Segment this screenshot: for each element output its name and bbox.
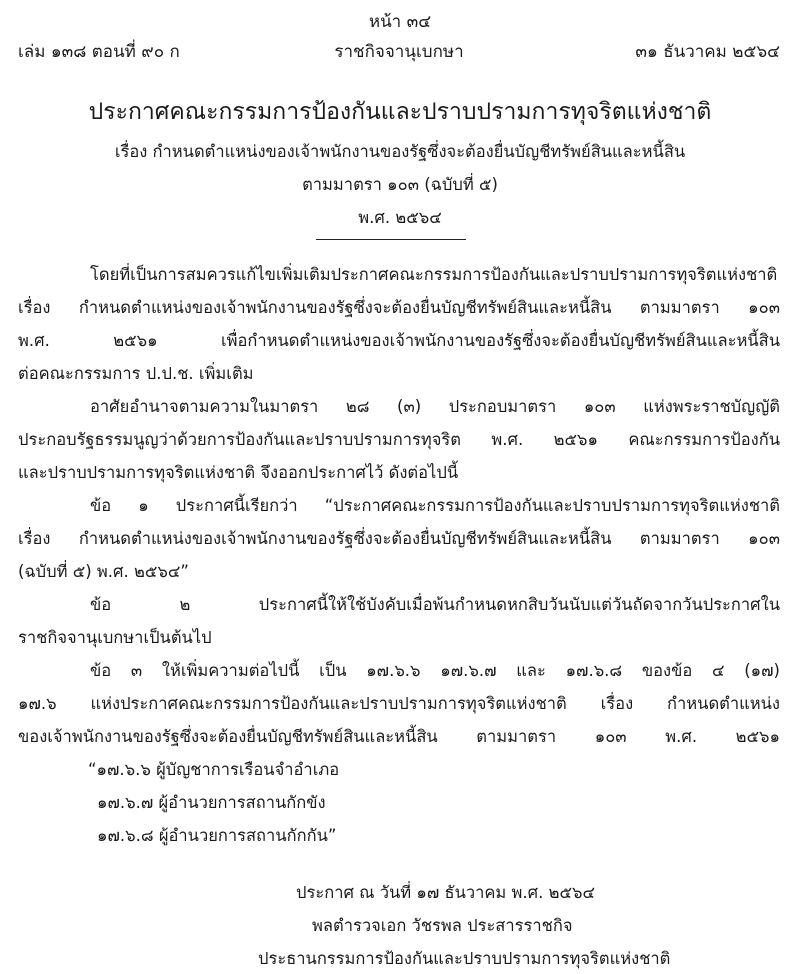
paragraph-line: อาศัยอำนาจตามความในมาตรา ๒๘ (๓) ประกอบมาตรา ๑๐๓ แห่งพระราชบัญญัติ <box>90 397 780 416</box>
list-item: ๑๗.๖.๘ ผู้อำนวยการสถานกักกัน” <box>97 826 337 845</box>
paragraph-line: โดยที่เป็นการสมควรแก้ไขเพิ่มเติมประกาศคณะกรรมการป้องกันและปราบปรามการทุจริตแห่งชาติ <box>90 265 778 284</box>
paragraph-line: ข้อ ๑ ประกาศนี้เรียกว่า “ประกาศคณะกรรมการป้องกันและปราบปรามการทุจริตแห่งชาติ <box>90 496 780 515</box>
list-item: ๑๗.๖.๗ ผู้อำนวยการสถานกักขัง <box>97 793 326 812</box>
title-divider <box>316 239 466 240</box>
paragraph-line: ๑๗.๖ แห่งประกาศคณะกรรมการป้องกันและปราบปรามการทุจริตแห่งชาติ เรื่อง กำหนดตำแหน่ง <box>18 694 780 713</box>
gazette-name: ราชกิจจานุเบกษา <box>334 42 464 62</box>
paragraph-line: เรื่อง กำหนดตำแหน่งของเจ้าพนักงานของรัฐซึ่งจะต้องยื่นบัญชีทรัพย์สินและหนี้สิน ตามมาตรา ๑๐๓ <box>18 529 780 548</box>
volume-issue: เล่ม ๑๓๘ ตอนที่ ๙๐ ก <box>18 42 180 62</box>
announcement-subject: เรื่อง กำหนดตำแหน่งของเจ้าพนักงานของรัฐซึ่งจะต้องยื่นบัญชีทรัพย์สินและหนี้สิน <box>114 142 686 161</box>
signatory-name: พลตำรวจเอก วัชรพล ประสารราชกิจ <box>312 916 573 935</box>
paragraph-line: เรื่อง กำหนดตำแหน่งของเจ้าพนักงานของรัฐซึ่งจะต้องยื่นบัญชีทรัพย์สินและหนี้สิน ตามมาตรา ๑๐๓ <box>18 298 780 317</box>
paragraph-line: และปราบปรามการทุจริตแห่งชาติ จึงออกประกาศไว้ ดังต่อไปนี้ <box>18 463 459 482</box>
issue-date: ๓๑ ธันวาคม ๒๕๖๔ <box>635 42 780 62</box>
paragraph-line: ประกอบรัฐธรรมนูญว่าด้วยการป้องกันและปราบปรามการทุจริต พ.ศ. ๒๕๖๑ คณะกรรมการป้องกัน <box>18 430 780 449</box>
paragraph-line: ราชกิจจานุเบกษาเป็นต้นไป <box>18 628 212 647</box>
announcement-section: ตามมาตรา ๑๐๓ (ฉบับที่ ๕) <box>302 175 498 194</box>
paragraph-line: ของเจ้าพนักงานของรัฐซึ่งจะต้องยื่นบัญชีทรัพย์สินและหนี้สิน ตามมาตรา ๑๐๓ พ.ศ. ๒๕๖๑ <box>18 727 780 746</box>
list-item: “๑๗.๖.๖ ผู้บัญชาการเรือนจำอำเภอ <box>88 760 340 779</box>
paragraph-line: ข้อ ๒ ประกาศนี้ให้ใช้บังคับเมื่อพ้นกำหนดหกสิบวันนับแต่วันถัดจากวันประกาศใน <box>90 595 780 614</box>
paragraph-line: ข้อ ๓ ให้เพิ่มความต่อไปนี้ เป็น ๑๗.๖.๖ ๑๗.๖.๗ และ ๑๗.๖.๘ ของข้อ ๔ (๑๗) <box>90 661 780 680</box>
paragraph-line: ต่อคณะกรรมการ ป.ป.ช. เพิ่มเติม <box>18 364 254 383</box>
announcement-year: พ.ศ. ๒๕๖๔ <box>358 208 442 227</box>
announcement-date: ประกาศ ณ วันที่ ๑๗ ธันวาคม พ.ศ. ๒๕๖๔ <box>296 883 595 902</box>
paragraph-line: (ฉบับที่ ๕) พ.ศ. ๒๕๖๔” <box>18 562 189 581</box>
announcement-title: ประกาศคณะกรรมการป้องกันและปราบปรามการทุจริตแห่งชาติ <box>88 99 712 125</box>
page-number: หน้า ๓๔ <box>368 12 432 32</box>
paragraph-line: พ.ศ. ๒๕๖๑ เพื่อกำหนดตำแหน่งของเจ้าพนักงานของรัฐซึ่งจะต้องยื่นบัญชีทรัพย์สินและหนี้สิน <box>18 331 780 350</box>
signatory-position: ประธานกรรมการป้องกันและปราบปรามการทุจริตแห่งชาติ <box>258 949 671 968</box>
